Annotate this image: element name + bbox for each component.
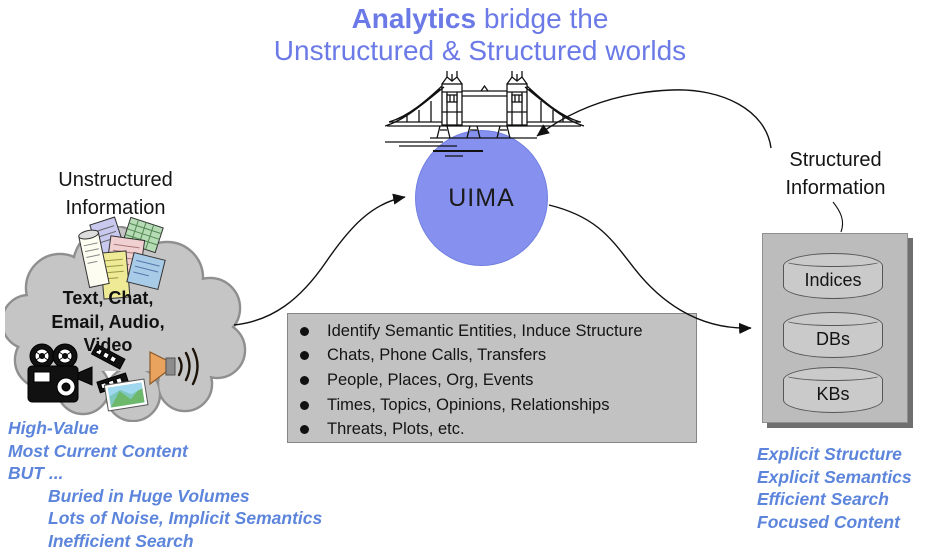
dbs-database-cylinder: DBs <box>783 312 883 358</box>
bullet-item: People, Places, Org, Events <box>288 368 696 393</box>
arrow-cloud-to-uima <box>234 197 405 325</box>
title-line1-rest: bridge the <box>476 3 609 34</box>
bullet-item: Identify Semantic Entities, Induce Structure <box>288 319 696 344</box>
arrow-structured-to-bridge <box>537 90 771 148</box>
structured-annotations: Explicit Structure Explicit Semantics Efficient Search Focused Content <box>757 444 912 532</box>
bullet-item: Times, Topics, Opinions, Relationships <box>288 393 696 418</box>
arrow-uima-to-stores <box>549 205 751 328</box>
unstructured-information-label: Unstructured Information <box>58 169 173 219</box>
structured-label-connector <box>833 202 843 232</box>
bullet-item: Chats, Phone Calls, Transfers <box>288 344 696 369</box>
structured-information-label: Structured Information <box>785 149 886 199</box>
bullet-item: Threats, Plots, etc. <box>288 417 696 442</box>
uima-label: UIMA <box>448 183 515 212</box>
title-analytics: Analytics <box>351 3 477 34</box>
kbs-database-cylinder: KBs <box>783 367 883 413</box>
title-line2: Unstructured & Structured worlds <box>273 35 687 66</box>
media-types-text: Text, Chat, Email, Audio, Video <box>51 288 165 355</box>
unstructured-annotations: High-Value Most Current Content BUT ... Buried in Huge Volumes Lots of Noise, Implicit Semantics Inefficient Search <box>8 418 323 551</box>
indices-database-cylinder: Indices <box>783 253 883 299</box>
